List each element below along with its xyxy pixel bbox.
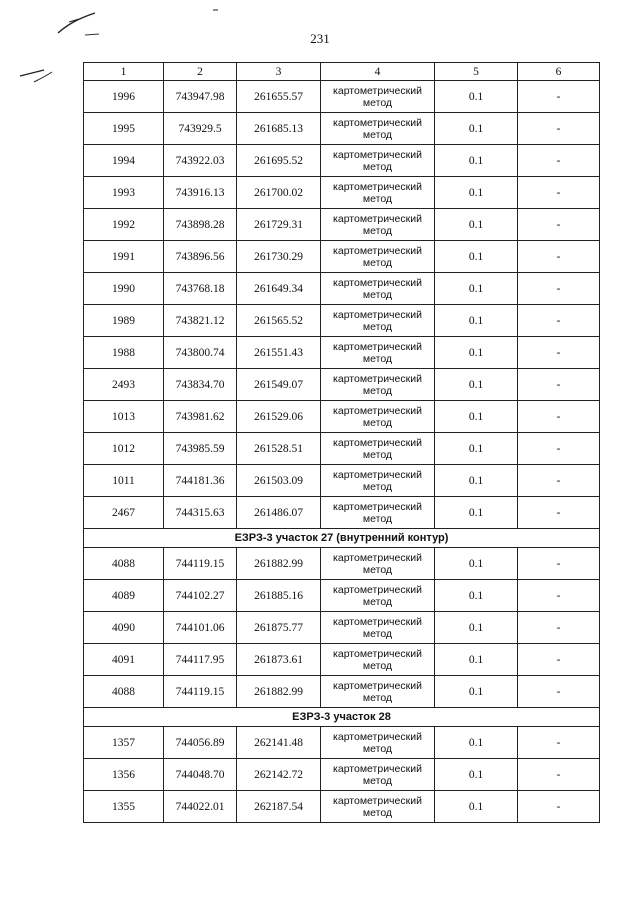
column-header: 5: [435, 63, 518, 81]
accuracy-cell: 0.1: [435, 548, 518, 580]
note-cell: -: [518, 337, 600, 369]
accuracy-cell: 0.1: [435, 612, 518, 644]
y-coordinate-cell: 261529.06: [237, 401, 321, 433]
note-cell: -: [518, 612, 600, 644]
table-row: [84, 337, 600, 369]
y-coordinate-cell: 262142.72: [237, 759, 321, 791]
note-cell: -: [518, 759, 600, 791]
method-cell: картометрический метод: [321, 791, 435, 823]
note-cell: -: [518, 113, 600, 145]
point-number-cell: 2467: [84, 497, 164, 529]
method-cell: картометрический метод: [321, 401, 435, 433]
point-number-cell: 1993: [84, 177, 164, 209]
note-cell: -: [518, 433, 600, 465]
section-title: ЕЗРЗ-3 участок 28: [84, 708, 600, 727]
y-coordinate-cell: 261528.51: [237, 433, 321, 465]
x-coordinate-cell: 744181.36: [164, 465, 237, 497]
note-cell: -: [518, 81, 600, 113]
table-row: [84, 401, 600, 433]
y-coordinate-cell: 261729.31: [237, 209, 321, 241]
y-coordinate-cell: 262187.54: [237, 791, 321, 823]
x-coordinate-cell: 743898.28: [164, 209, 237, 241]
x-coordinate-cell: 743896.56: [164, 241, 237, 273]
note-cell: -: [518, 145, 600, 177]
point-number-cell: 1992: [84, 209, 164, 241]
point-number-cell: 4089: [84, 580, 164, 612]
method-cell: картометрический метод: [321, 676, 435, 708]
table-row: [84, 81, 600, 113]
point-number-cell: 1988: [84, 337, 164, 369]
note-cell: -: [518, 497, 600, 529]
method-cell: картометрический метод: [321, 644, 435, 676]
y-coordinate-cell: 261649.34: [237, 273, 321, 305]
y-coordinate-cell: 261486.07: [237, 497, 321, 529]
accuracy-cell: 0.1: [435, 644, 518, 676]
table-row: [84, 209, 600, 241]
y-coordinate-cell: 261551.43: [237, 337, 321, 369]
method-cell: картометрический метод: [321, 548, 435, 580]
table-body: [84, 63, 600, 823]
y-coordinate-cell: 261882.99: [237, 676, 321, 708]
scan-mark-left: [18, 66, 56, 86]
method-cell: картометрический метод: [321, 497, 435, 529]
method-cell: картометрический метод: [321, 612, 435, 644]
point-number-cell: 2493: [84, 369, 164, 401]
method-cell: картометрический метод: [321, 305, 435, 337]
table-row: [84, 305, 600, 337]
method-cell: картометрический метод: [321, 113, 435, 145]
x-coordinate-cell: 744119.15: [164, 676, 237, 708]
y-coordinate-cell: 261882.99: [237, 548, 321, 580]
note-cell: -: [518, 791, 600, 823]
point-number-cell: 4091: [84, 644, 164, 676]
method-cell: картометрический метод: [321, 337, 435, 369]
note-cell: -: [518, 273, 600, 305]
column-header: 1: [84, 63, 164, 81]
x-coordinate-cell: 744056.89: [164, 727, 237, 759]
table-row: [84, 644, 600, 676]
x-coordinate-cell: 744119.15: [164, 548, 237, 580]
accuracy-cell: 0.1: [435, 369, 518, 401]
accuracy-cell: 0.1: [435, 759, 518, 791]
x-coordinate-cell: 743916.13: [164, 177, 237, 209]
y-coordinate-cell: 261873.61: [237, 644, 321, 676]
table-header-row: [84, 63, 600, 81]
page-number: 231: [310, 31, 330, 46]
y-coordinate-cell: 261730.29: [237, 241, 321, 273]
x-coordinate-cell: 743947.98: [164, 81, 237, 113]
accuracy-cell: 0.1: [435, 209, 518, 241]
accuracy-cell: 0.1: [435, 401, 518, 433]
x-coordinate-cell: 744101.06: [164, 612, 237, 644]
accuracy-cell: 0.1: [435, 305, 518, 337]
column-header: 2: [164, 63, 237, 81]
y-coordinate-cell: 261700.02: [237, 177, 321, 209]
method-cell: картометрический метод: [321, 273, 435, 305]
note-cell: -: [518, 401, 600, 433]
x-coordinate-cell: 744117.95: [164, 644, 237, 676]
accuracy-cell: 0.1: [435, 273, 518, 305]
method-cell: картометрический метод: [321, 145, 435, 177]
method-cell: картометрический метод: [321, 727, 435, 759]
table-row: [84, 497, 600, 529]
column-header: 3: [237, 63, 321, 81]
table-row: [84, 580, 600, 612]
note-cell: -: [518, 727, 600, 759]
table-row: [84, 548, 600, 580]
point-number-cell: 1991: [84, 241, 164, 273]
y-coordinate-cell: 261685.13: [237, 113, 321, 145]
note-cell: -: [518, 305, 600, 337]
note-cell: -: [518, 241, 600, 273]
table-row: [84, 465, 600, 497]
point-number-cell: 4088: [84, 676, 164, 708]
accuracy-cell: 0.1: [435, 433, 518, 465]
table-row: [84, 177, 600, 209]
point-number-cell: 1989: [84, 305, 164, 337]
accuracy-cell: 0.1: [435, 81, 518, 113]
y-coordinate-cell: 261565.52: [237, 305, 321, 337]
table-row: [84, 676, 600, 708]
point-number-cell: 1356: [84, 759, 164, 791]
scan-mark-dot: [213, 8, 219, 12]
x-coordinate-cell: 744022.01: [164, 791, 237, 823]
y-coordinate-cell: 262141.48: [237, 727, 321, 759]
point-number-cell: 1355: [84, 791, 164, 823]
x-coordinate-cell: 744048.70: [164, 759, 237, 791]
note-cell: -: [518, 676, 600, 708]
section-title: ЕЗРЗ-3 участок 27 (внутренний контур): [84, 529, 600, 548]
method-cell: картометрический метод: [321, 433, 435, 465]
method-cell: картометрический метод: [321, 81, 435, 113]
y-coordinate-cell: 261695.52: [237, 145, 321, 177]
note-cell: -: [518, 644, 600, 676]
table-row: [84, 612, 600, 644]
table-row: [84, 145, 600, 177]
x-coordinate-cell: 743800.74: [164, 337, 237, 369]
table-row: [84, 433, 600, 465]
x-coordinate-cell: 743821.12: [164, 305, 237, 337]
note-cell: -: [518, 465, 600, 497]
y-coordinate-cell: 261503.09: [237, 465, 321, 497]
point-number-cell: 1990: [84, 273, 164, 305]
note-cell: -: [518, 369, 600, 401]
y-coordinate-cell: 261549.07: [237, 369, 321, 401]
table-row: [84, 727, 600, 759]
section-header-row: [84, 708, 600, 727]
table-row: [84, 759, 600, 791]
accuracy-cell: 0.1: [435, 177, 518, 209]
point-number-cell: 1011: [84, 465, 164, 497]
accuracy-cell: 0.1: [435, 727, 518, 759]
point-number-cell: 1357: [84, 727, 164, 759]
accuracy-cell: 0.1: [435, 791, 518, 823]
method-cell: картометрический метод: [321, 177, 435, 209]
column-header: 4: [321, 63, 435, 81]
point-number-cell: 4088: [84, 548, 164, 580]
y-coordinate-cell: 261655.57: [237, 81, 321, 113]
y-coordinate-cell: 261875.77: [237, 612, 321, 644]
accuracy-cell: 0.1: [435, 465, 518, 497]
accuracy-cell: 0.1: [435, 241, 518, 273]
accuracy-cell: 0.1: [435, 145, 518, 177]
method-cell: картометрический метод: [321, 241, 435, 273]
method-cell: картометрический метод: [321, 580, 435, 612]
table-row: [84, 369, 600, 401]
accuracy-cell: 0.1: [435, 580, 518, 612]
note-cell: -: [518, 548, 600, 580]
x-coordinate-cell: 743922.03: [164, 145, 237, 177]
x-coordinate-cell: 743929.5: [164, 113, 237, 145]
point-number-cell: 1013: [84, 401, 164, 433]
table-row: [84, 113, 600, 145]
accuracy-cell: 0.1: [435, 497, 518, 529]
y-coordinate-cell: 261885.16: [237, 580, 321, 612]
x-coordinate-cell: 743981.62: [164, 401, 237, 433]
note-cell: -: [518, 580, 600, 612]
point-number-cell: 1996: [84, 81, 164, 113]
method-cell: картометрический метод: [321, 759, 435, 791]
point-number-cell: 1012: [84, 433, 164, 465]
method-cell: картометрический метод: [321, 465, 435, 497]
accuracy-cell: 0.1: [435, 337, 518, 369]
method-cell: картометрический метод: [321, 369, 435, 401]
accuracy-cell: 0.1: [435, 113, 518, 145]
x-coordinate-cell: 744102.27: [164, 580, 237, 612]
x-coordinate-cell: 743985.59: [164, 433, 237, 465]
accuracy-cell: 0.1: [435, 676, 518, 708]
x-coordinate-cell: 743834.70: [164, 369, 237, 401]
note-cell: -: [518, 177, 600, 209]
point-number-cell: 1994: [84, 145, 164, 177]
section-header-row: [84, 529, 600, 548]
method-cell: картометрический метод: [321, 209, 435, 241]
table-row: [84, 273, 600, 305]
point-number-cell: 1995: [84, 113, 164, 145]
column-header: 6: [518, 63, 600, 81]
coordinates-table: [83, 62, 600, 823]
x-coordinate-cell: 743768.18: [164, 273, 237, 305]
point-number-cell: 4090: [84, 612, 164, 644]
note-cell: -: [518, 209, 600, 241]
table-row: [84, 241, 600, 273]
x-coordinate-cell: 744315.63: [164, 497, 237, 529]
table-row: [84, 791, 600, 823]
